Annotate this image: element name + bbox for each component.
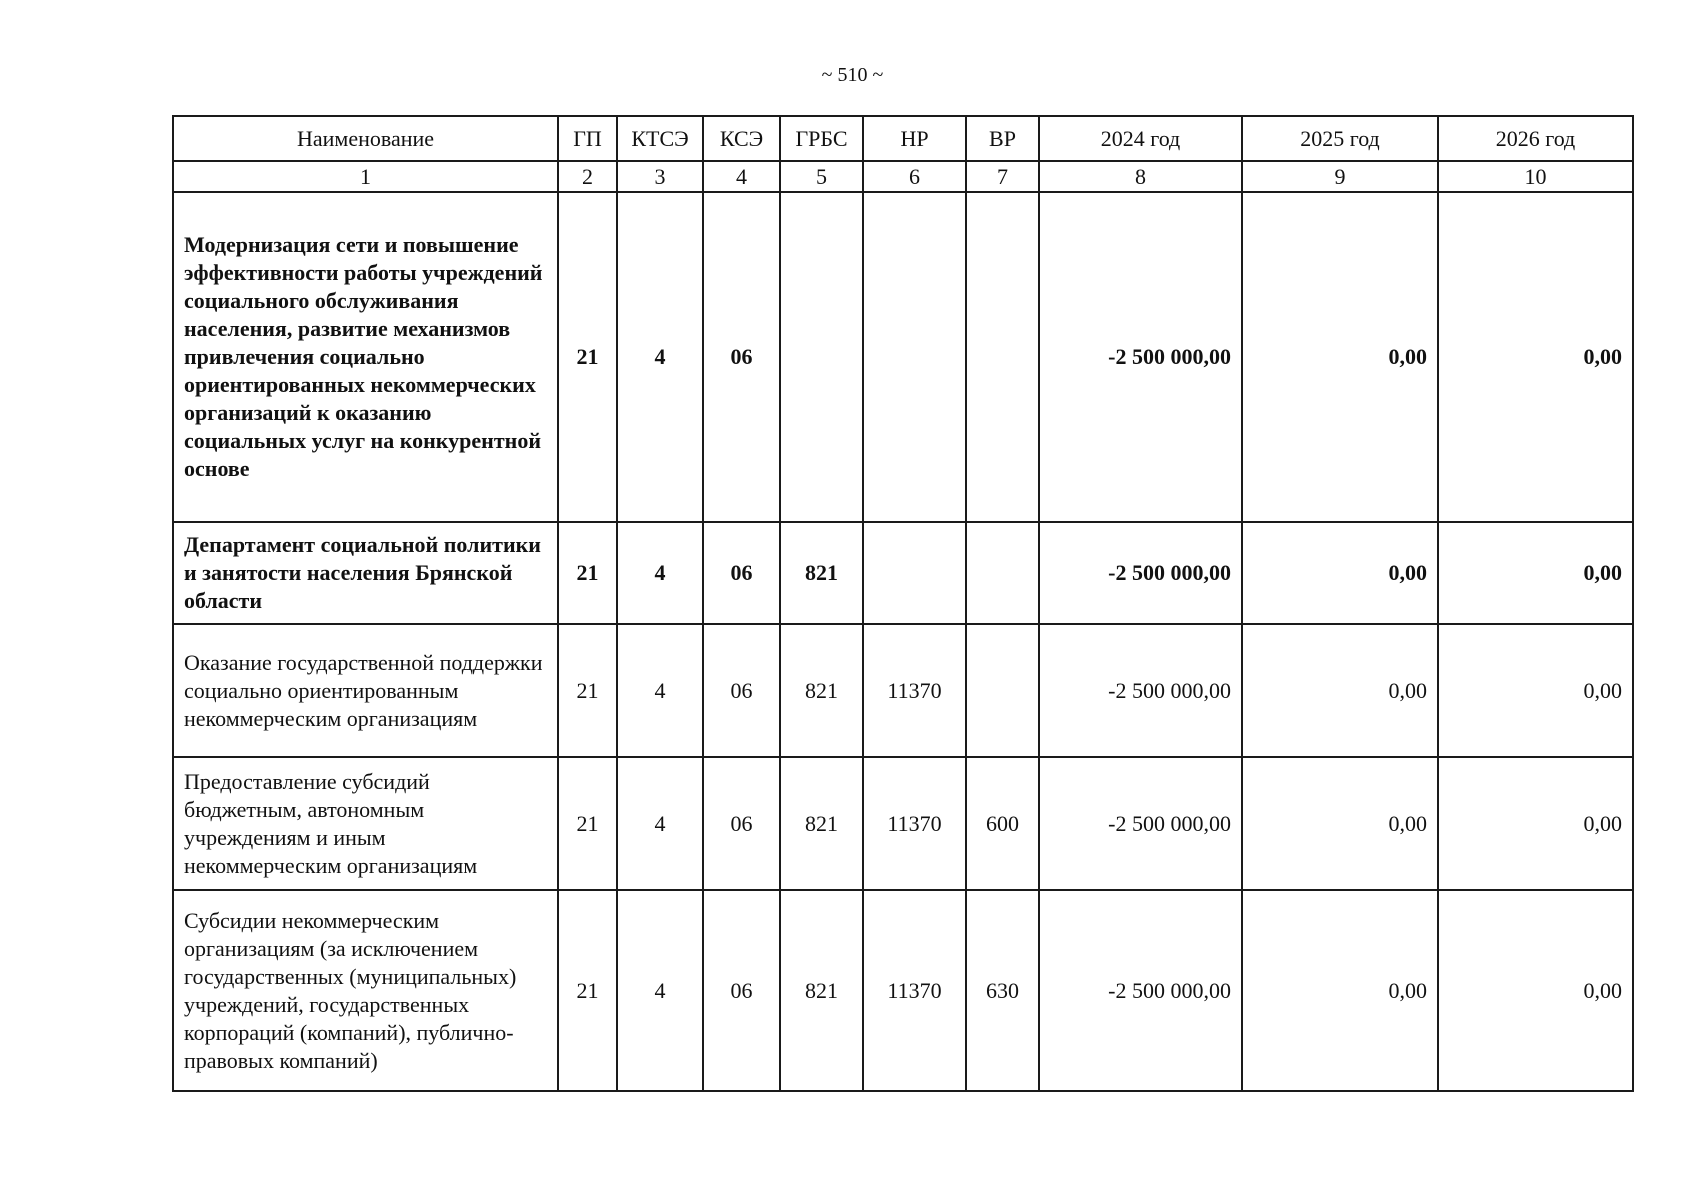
column-number: 8 [1039,161,1242,192]
row-ktse: 4 [617,624,703,757]
header-kse: КСЭ [703,116,780,161]
row-kse: 06 [703,624,780,757]
row-amount-2026: 0,00 [1438,192,1633,522]
row-grbs [780,192,863,522]
row-nr: 11370 [863,890,966,1091]
row-amount-2026: 0,00 [1438,522,1633,624]
column-number: 4 [703,161,780,192]
row-amount-2024: -2 500 000,00 [1039,522,1242,624]
column-number: 10 [1438,161,1633,192]
table-row [173,522,1633,624]
row-amount-2025: 0,00 [1242,522,1438,624]
column-number: 6 [863,161,966,192]
row-amount-2026: 0,00 [1438,757,1633,890]
header-2026: 2026 год [1438,116,1633,161]
row-amount-2024: -2 500 000,00 [1039,192,1242,522]
row-name: Субсидии некоммерческим организациям (за исключением государственных (муниципальных) учреждений, государственных корпораций (компаний), публично-правовых компаний) [173,890,558,1091]
row-kse: 06 [703,757,780,890]
row-amount-2024: -2 500 000,00 [1039,890,1242,1091]
column-number: 9 [1242,161,1438,192]
header-2024: 2024 год [1039,116,1242,161]
row-vr [966,522,1039,624]
row-grbs: 821 [780,757,863,890]
row-gp: 21 [558,522,617,624]
row-name: Предоставление субсидий бюджетным, автономным учреждениям и иным некоммерческим организациям [173,757,558,890]
row-amount-2026: 0,00 [1438,890,1633,1091]
header-nr: НР [863,116,966,161]
row-nr: 11370 [863,624,966,757]
row-gp: 21 [558,192,617,522]
row-grbs: 821 [780,522,863,624]
header-grbs: ГРБС [780,116,863,161]
column-number: 7 [966,161,1039,192]
row-vr: 630 [966,890,1039,1091]
header-vr: ВР [966,116,1039,161]
row-amount-2026: 0,00 [1438,624,1633,757]
table-header-row [173,116,1633,161]
row-gp: 21 [558,757,617,890]
row-name: Оказание государственной поддержки социально ориентированным некоммерческим организациям [173,624,558,757]
row-nr [863,522,966,624]
row-nr: 11370 [863,757,966,890]
table-row [173,757,1633,890]
header-name: Наименование [173,116,558,161]
row-gp: 21 [558,890,617,1091]
row-kse: 06 [703,890,780,1091]
row-name: Модернизация сети и повышение эффективности работы учреждений социального обслуживания населения, развитие механизмов привлечения социально ориентированных некоммерческих организаций к оказанию социальных услуг на конкурентной основе [173,192,558,522]
column-number: 1 [173,161,558,192]
row-ktse: 4 [617,522,703,624]
row-grbs: 821 [780,890,863,1091]
table-row [173,624,1633,757]
row-amount-2024: -2 500 000,00 [1039,757,1242,890]
column-number: 5 [780,161,863,192]
header-gp: ГП [558,116,617,161]
row-amount-2025: 0,00 [1242,624,1438,757]
row-gp: 21 [558,624,617,757]
column-numbers-row [173,161,1633,192]
row-grbs: 821 [780,624,863,757]
row-amount-2025: 0,00 [1242,757,1438,890]
row-amount-2025: 0,00 [1242,192,1438,522]
row-name: Департамент социальной политики и занятости населения Брянской области [173,522,558,624]
row-amount-2025: 0,00 [1242,890,1438,1091]
column-number: 3 [617,161,703,192]
row-vr [966,192,1039,522]
budget-table [172,115,1634,1092]
row-ktse: 4 [617,890,703,1091]
row-kse: 06 [703,522,780,624]
table-row [173,890,1633,1091]
row-nr [863,192,966,522]
row-vr [966,624,1039,757]
row-ktse: 4 [617,192,703,522]
row-kse: 06 [703,192,780,522]
row-vr: 600 [966,757,1039,890]
table-row [173,192,1633,522]
page-number: ~ 510 ~ [821,64,884,86]
header-2025: 2025 год [1242,116,1438,161]
header-ktse: КТСЭ [617,116,703,161]
row-amount-2024: -2 500 000,00 [1039,624,1242,757]
row-ktse: 4 [617,757,703,890]
column-number: 2 [558,161,617,192]
